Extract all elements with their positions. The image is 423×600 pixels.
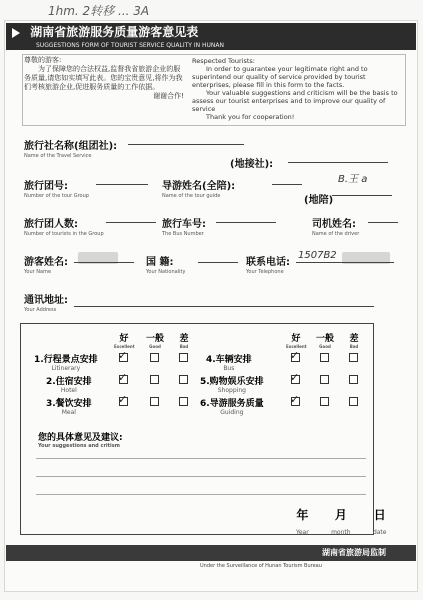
meal-label-en: Meal	[61, 409, 76, 416]
intro-zh-thanks: 谢谢合作!	[153, 92, 184, 100]
car-label: 旅行车号:	[162, 219, 206, 230]
guiding-excellent-checkbox[interactable]	[290, 393, 300, 406]
form-title-bar	[6, 23, 416, 41]
header-good-left	[140, 331, 170, 349]
tourist-name-label-en: Your Name	[24, 269, 52, 275]
intro-zh-body: 为了保障您的合法权益,监督我省旅游企业的服务质量,请您如实填写此表。您的宝贵意见,将作为我们考核旅游企业,促进服务质量的工作依据。	[24, 65, 183, 91]
bus-label: 4.车辆安排	[206, 355, 252, 365]
month-block	[331, 506, 350, 537]
address-label: 通讯地址:	[24, 295, 68, 306]
day-label: 日	[373, 508, 386, 522]
itinerary-label-en: Litinerary	[51, 365, 81, 372]
local-agency-input-line[interactable]	[288, 162, 388, 163]
driver-label-en: Name of the driver	[312, 231, 360, 237]
bus-bad-checkbox[interactable]	[349, 353, 358, 362]
intro-zh-greeting: 尊敬的游客:	[24, 56, 62, 64]
meal-excellent-checkbox[interactable]	[118, 393, 128, 406]
hotel-bad-checkbox[interactable]	[179, 375, 188, 384]
tourist-name-field	[24, 250, 68, 275]
phone-handwriting: 1507B2	[298, 250, 337, 261]
header-bad-en: Bad	[179, 344, 189, 349]
footer-label: 湖南省旅游局监制	[322, 548, 386, 557]
bus-label-en: Bus	[223, 365, 235, 372]
header-excellent-label: 好	[119, 334, 129, 344]
footer-en: Under the Surveillance of Hunan Tourism Bureau	[200, 563, 322, 569]
car-field	[162, 212, 206, 237]
header-good-en: Good	[149, 344, 161, 349]
group-no-input-line[interactable]	[96, 184, 148, 185]
members-field	[24, 212, 104, 237]
comment-line-1[interactable]	[36, 458, 366, 459]
header-good-label-right: 一般	[315, 334, 334, 344]
check-icon: ✓	[118, 393, 128, 406]
address-input-line[interactable]	[74, 306, 374, 307]
local-guide-input-line[interactable]	[332, 195, 392, 196]
nationality-label: 国 籍:	[146, 257, 174, 268]
form-subtitle: SUGGESTIONS FORM OF TOURIST SERVICE QUALITY IN HUNAN	[6, 41, 416, 50]
header-excellent-left	[114, 331, 134, 349]
local-guide-label: (地陪)	[304, 195, 334, 206]
itinerary-good-checkbox[interactable]	[150, 353, 159, 362]
handwritten-note-top: 1hm. 2转移 ... 3A	[48, 4, 150, 18]
header-excellent-right	[286, 331, 306, 349]
intro-en-body1: In order to guarantee your legitimate right and to superintend our quality of service provided by tourist enterprises, please fill in this form to the facts.	[192, 65, 368, 89]
shopping-bad-checkbox[interactable]	[349, 375, 358, 384]
intro-en-greeting: Respected Tourists:	[192, 57, 256, 65]
phone-input-line[interactable]	[296, 262, 394, 263]
year-block	[296, 506, 309, 537]
guide-label-en: Name of the tour guide	[162, 193, 221, 199]
check-icon: ✓	[118, 349, 128, 362]
rating-item-hotel	[46, 374, 92, 394]
comment-line-3[interactable]	[36, 494, 366, 495]
intro-en-thanks: Thank you for cooperation!	[206, 113, 295, 121]
year-label-en: Year	[296, 529, 309, 536]
header-good-en-right: Good	[319, 344, 331, 349]
intro-en-body2: Your valuable suggestions and criticism will be the basis to assess our tourist enterprises and to improve our quality of service	[192, 89, 398, 113]
shopping-label-en: Shopping	[217, 387, 246, 394]
shopping-label: 5.购物娱乐安排	[200, 377, 264, 387]
header-excellent-en: Excellent	[114, 344, 135, 349]
bus-excellent-checkbox[interactable]	[290, 349, 300, 362]
shopping-excellent-checkbox[interactable]	[290, 371, 300, 384]
hotel-excellent-checkbox[interactable]	[118, 371, 128, 384]
shopping-good-checkbox[interactable]	[320, 375, 329, 384]
form-title: 湖南省旅游服务质量游客意见表	[30, 25, 199, 39]
itinerary-label: 1.行程景点安排	[34, 355, 98, 365]
header-good-label: 一般	[145, 334, 164, 344]
header-bad-label-right: 差	[349, 334, 359, 344]
comments-label: 您的具体意见及建议:	[38, 433, 123, 443]
local-agency-label: (地接社):	[230, 159, 274, 170]
agency-label-en: Name of the Travel Service	[24, 153, 92, 159]
car-label-en: The Bus Number	[162, 231, 204, 237]
rating-item-bus	[206, 352, 252, 372]
comments-label-en: Your suggestions and critism	[38, 443, 120, 449]
driver-field	[312, 212, 359, 237]
guide-label: 导游姓名(全陪):	[162, 181, 236, 192]
itinerary-excellent-checkbox[interactable]	[118, 349, 128, 362]
members-label-en: Number of tourists in the Group	[24, 231, 104, 237]
meal-label: 3.餐饮安排	[46, 399, 92, 409]
hotel-label-en: Hotel	[60, 387, 77, 394]
footer-bar	[6, 545, 416, 561]
month-label-en: month	[331, 529, 351, 536]
guide-handwriting: B.王 a	[338, 174, 368, 185]
phone-label-en: Your Telephone	[246, 269, 284, 275]
address-field	[24, 288, 68, 313]
intro-zh	[24, 56, 184, 120]
header-bad-label: 差	[179, 334, 189, 344]
meal-good-checkbox[interactable]	[150, 397, 159, 406]
group-no-field	[24, 174, 89, 199]
check-icon: ✓	[290, 393, 300, 406]
guiding-good-checkbox[interactable]	[320, 397, 329, 406]
guide-input-line[interactable]	[272, 184, 302, 185]
check-icon: ✓	[290, 371, 300, 384]
tourist-name-label: 游客姓名:	[24, 257, 68, 268]
header-bad-en-right: Bad	[349, 344, 359, 349]
arrow-icon	[12, 28, 20, 38]
comment-line-2[interactable]	[36, 476, 366, 477]
address-label-en: Your Address	[24, 307, 57, 313]
check-icon: ✓	[290, 349, 300, 362]
group-no-label-en: Number of the tour Group	[24, 193, 89, 199]
bus-good-checkbox[interactable]	[320, 353, 329, 362]
day-label-en: date	[372, 529, 387, 536]
date-block	[296, 506, 386, 537]
header-bad-left	[174, 331, 194, 349]
car-input-line[interactable]	[216, 222, 276, 223]
comments-heading	[38, 430, 123, 449]
agency-field	[24, 134, 117, 159]
agency-input-line[interactable]	[128, 144, 244, 145]
guiding-label-en: Guiding	[220, 409, 244, 416]
local-agency-field	[230, 152, 273, 171]
local-guide-field	[304, 188, 333, 207]
phone-field	[246, 250, 290, 275]
members-label: 旅行团人数:	[24, 219, 78, 230]
hotel-label: 2.住宿安排	[46, 377, 92, 387]
header-excellent-en-right: Excellent	[286, 344, 307, 349]
guide-field	[162, 174, 235, 199]
rating-item-guiding	[200, 396, 264, 416]
members-input-line[interactable]	[106, 222, 156, 223]
header-good-right	[310, 331, 340, 349]
rating-item-meal	[46, 396, 92, 416]
driver-input-line[interactable]	[368, 222, 398, 223]
check-icon: ✓	[118, 371, 128, 384]
nationality-label-en: Your Nationality	[146, 269, 186, 275]
driver-label: 司机姓名:	[312, 219, 356, 230]
tourist-name-input-line[interactable]	[74, 262, 134, 263]
agency-label: 旅行社名称(组团社):	[24, 141, 118, 152]
phone-label: 联系电话:	[246, 257, 290, 268]
group-no-label: 旅行团号:	[24, 181, 68, 192]
year-label: 年	[296, 508, 309, 522]
nationality-input-line[interactable]	[198, 262, 238, 263]
day-block	[373, 506, 387, 537]
month-label: 月	[334, 508, 347, 522]
guiding-bad-checkbox[interactable]	[349, 397, 358, 406]
header-excellent-label-right: 好	[291, 334, 301, 344]
rating-item-shopping	[200, 374, 264, 394]
rating-item-itinerary	[34, 352, 98, 372]
guiding-label: 6.导游服务质量	[200, 399, 264, 409]
hotel-good-checkbox[interactable]	[150, 375, 159, 384]
intro-en	[192, 57, 402, 121]
meal-bad-checkbox[interactable]	[179, 397, 188, 406]
itinerary-bad-checkbox[interactable]	[179, 353, 188, 362]
nationality-field	[146, 250, 185, 275]
header-bad-right	[344, 331, 364, 349]
